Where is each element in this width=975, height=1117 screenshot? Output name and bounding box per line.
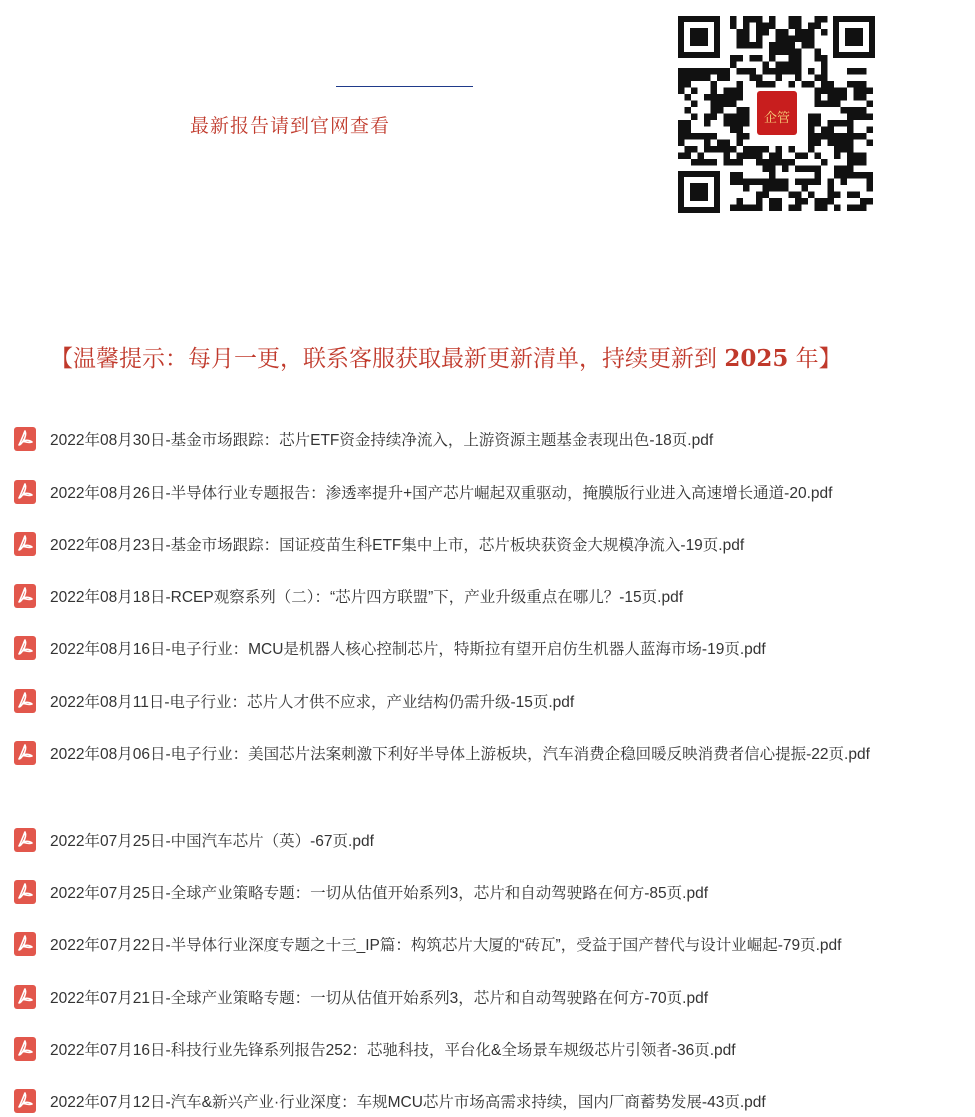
file-name: 2022年08月23日-基金市场跟踪：国证疫苗生科ETF集中上市，芯片板块获资金大规模净流入-19页.pdf [50,537,745,554]
file-name: 2022年07月25日-全球产业策略专题：一切从估值开始系列3，芯片和自动驾驶路在何方-85页.pdf [50,885,709,902]
pdf-icon [14,1037,36,1061]
pdf-icon [14,532,36,556]
pdf-icon [14,880,36,904]
pdf-icon [14,741,36,765]
pdf-file-item[interactable] [14,530,744,558]
pdf-file-item[interactable] [14,582,683,610]
file-name: 2022年07月22日-半导体行业深度专题之十三_IP篇：构筑芯片大厦的“砖瓦”，受益于国产替代与设计业崛起-79页.pdf [50,937,842,954]
file-name: 2022年07月21日-全球产业策略专题：一切从估值开始系列3，芯片和自动驾驶路在何方-70页.pdf [50,990,709,1007]
pdf-file-item[interactable] [14,1087,766,1115]
pdf-icon [14,584,36,608]
pdf-icon [14,689,36,713]
pdf-file-item[interactable] [14,983,708,1011]
reminder-tip: 【温馨提示：每月一更，联系客服获取最新更新清单，持续更新到 2025 年】 [50,345,842,372]
file-name: 2022年08月18日-RCEP观察系列（二）：“芯片四方联盟”下，产业升级重点在哪儿？-15页.pdf [50,589,684,606]
pdf-icon [14,985,36,1009]
qr-logo-text: 企管 [763,111,791,126]
pdf-file-item[interactable] [14,634,766,662]
file-name: 2022年08月06日-电子行业：美国芯片法案刺激下利好半导体上游板块，汽车消费企稳回暖反映消费者信心提振-22页.pdf [50,746,870,763]
pdf-icon [14,828,36,852]
pdf-file-item[interactable] [14,826,374,854]
pdf-icon [14,1089,36,1113]
visit-website-note: 最新报告请到官网查看 [190,115,391,137]
file-name: 2022年08月16日-电子行业：MCU是机器人核心控制芯片，特斯拉有望开启仿生机器人蓝海市场-19页.pdf [50,641,766,658]
file-name: 2022年08月11日-电子行业：芯片人才供不应求，产业结构仍需升级-15页.pdf [50,694,575,711]
pdf-file-item[interactable] [14,687,574,715]
file-name: 2022年08月30日-基金市场跟踪：芯片ETF资金持续净流入，上游资源主题基金表现出色-18页.pdf [50,432,714,449]
pdf-icon [14,427,36,451]
pdf-icon [14,480,36,504]
pdf-file-item[interactable] [14,1035,736,1063]
pdf-file-item[interactable] [14,425,713,453]
file-name: 2022年07月25日-中国汽车芯片（英）-67页.pdf [50,833,374,850]
file-name: 2022年08月26日-半导体行业专题报告：渗透率提升+国产芯片崛起双重驱动，掩膜版行业进入高速增长通道-20.pdf [50,485,833,502]
file-name: 2022年07月16日-科技行业先锋系列报告252：芯驰科技，平台化&全场景车规级芯片引领者-36页.pdf [50,1042,736,1059]
pdf-file-item[interactable] [14,878,708,906]
pdf-file-item[interactable] [14,739,870,767]
file-name: 2022年07月12日-汽车&新兴产业·行业深度：车规MCU芯片市场高需求持续，国内厂商蓄势发展-43页.pdf [50,1094,766,1111]
pdf-file-item[interactable] [14,478,832,506]
pdf-file-item[interactable] [14,930,841,958]
pdf-icon [14,636,36,660]
pdf-icon [14,932,36,956]
